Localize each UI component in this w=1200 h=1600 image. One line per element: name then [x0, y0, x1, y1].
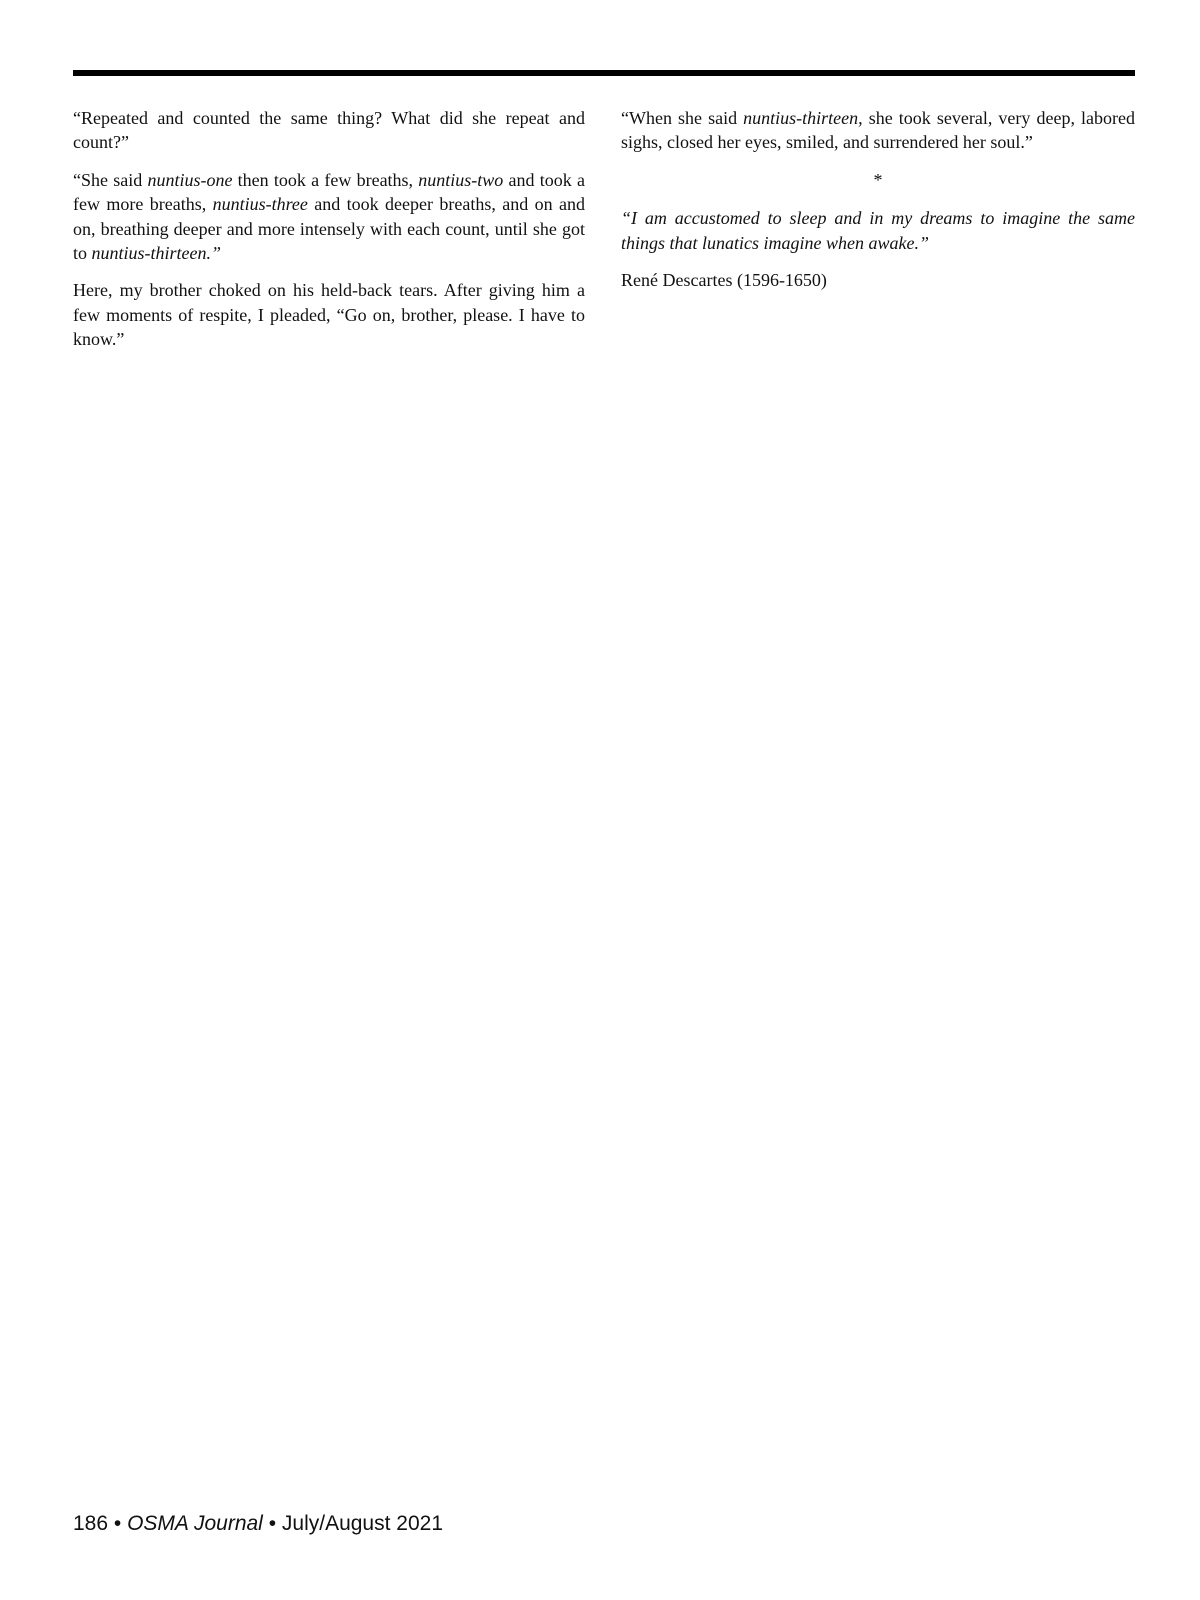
- text-run: and took deeper breaths, and on and on, breathing deeper and more intensely with each count, until she got to: [73, 194, 585, 264]
- journal-name: OSMA Journal: [127, 1512, 263, 1535]
- epigraph-quote: “I am accustomed to sleep and in my dreams to imagine the same things that lunatics imagine when awake.”: [621, 208, 1135, 253]
- italic-term: nuntius-three: [212, 194, 308, 215]
- italic-term: nuntius-thirteen.”: [91, 243, 222, 264]
- footer-bullet: •: [262, 1512, 282, 1535]
- text-run: she took several, very deep, labored sighs, closed her eyes, smiled, and surrendered her soul.”: [621, 108, 1135, 153]
- paragraph-thirteen: [621, 106, 1135, 155]
- top-rule: [73, 70, 1135, 76]
- text-run: “When she said: [621, 108, 744, 128]
- page-number: 186: [73, 1512, 109, 1535]
- text-run: “She said: [73, 169, 148, 190]
- text-run: then took a few breaths,: [232, 169, 419, 190]
- right-column: [621, 106, 1135, 305]
- italic-term: nuntius-thirteen,: [743, 108, 863, 128]
- left-column: [73, 106, 585, 365]
- section-separator: *: [873, 169, 883, 190]
- page-footer: [73, 1512, 443, 1536]
- paragraph-counting: [73, 168, 585, 266]
- text-run: and took a few more breaths,: [73, 169, 585, 215]
- italic-term: nuntius-one: [147, 169, 233, 190]
- footer-bullet: •: [108, 1512, 128, 1535]
- italic-term: nuntius-two: [418, 169, 504, 190]
- issue-date: July/August 2021: [281, 1512, 443, 1535]
- paragraph-brother: Here, my brother choked on his held-back tears. After giving him a few moments of respite, I pleaded, “Go on, brother, please. I have to know.”: [73, 280, 585, 350]
- epigraph-attribution: René Descartes (1596-1650): [621, 270, 827, 291]
- paragraph-question: “Repeated and counted the same thing? What did she repeat and count?”: [73, 108, 585, 153]
